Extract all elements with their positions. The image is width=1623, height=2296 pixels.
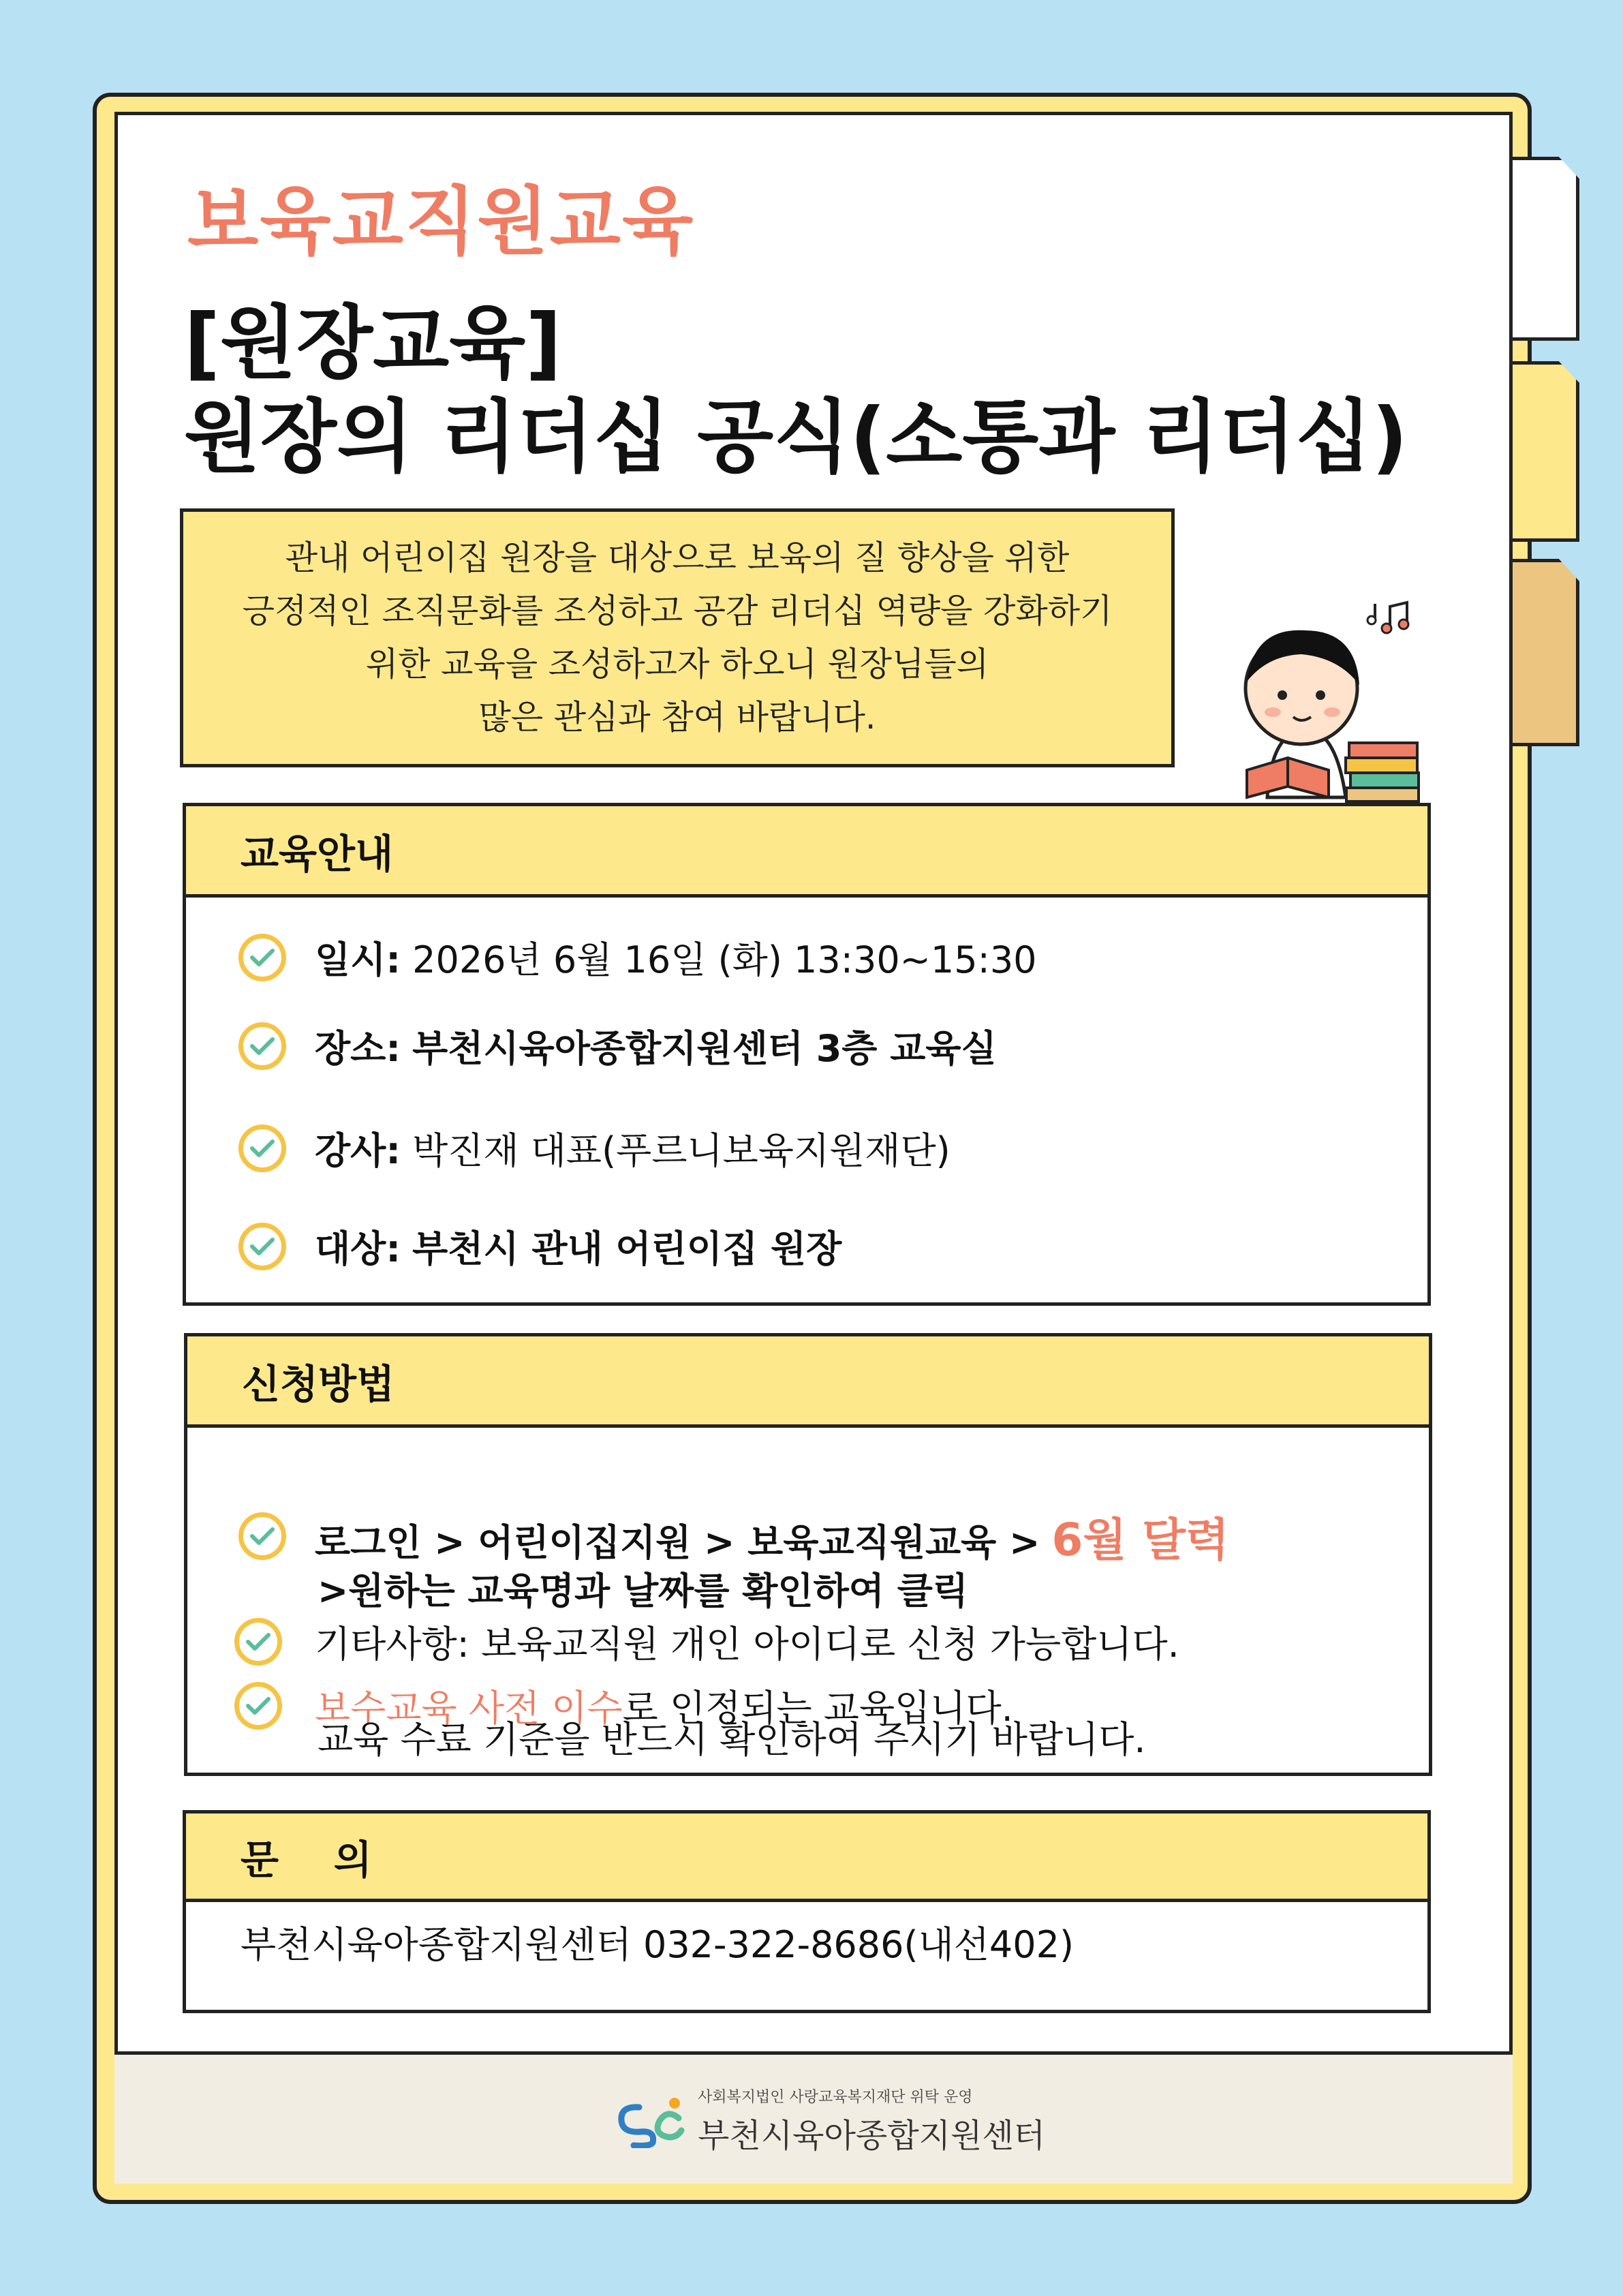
info-label: 일시:: [315, 938, 401, 981]
folder-tab-tan: [1506, 559, 1579, 746]
check-circle-icon: [238, 1022, 286, 1070]
notice-line2: 교육 수료 기준을 반드시 확인하여 주시기 바랍니다.: [318, 1718, 1146, 1761]
intro-line: 긍정적인 조직문화를 조성하고 공감 리더십 역량을 강화하기: [242, 592, 1113, 630]
notice-text: 로 인정되는 교육입니다.: [622, 1687, 1013, 1730]
inquiry-heading: 문 의: [186, 1813, 1427, 1902]
intro-line: 많은 관심과 참여 바랍니다.: [478, 698, 876, 737]
application-etc-row: [234, 1615, 1179, 1668]
footer-operator: 사회복지법인 사랑교육복지재단 위탁 운영: [698, 2089, 973, 2106]
intro-box: [180, 508, 1175, 767]
inquiry-box: [183, 1810, 1431, 2013]
application-etc: 기타사항: 보육교직원 개인 아이디로 신청 가능합니다.: [315, 1623, 1179, 1666]
info-label: 강사:: [315, 1129, 401, 1172]
child-reading-illustration: [1220, 600, 1444, 804]
application-heading: 신청방법: [187, 1336, 1429, 1428]
folder-tab-yellow: [1506, 361, 1579, 542]
intro-line: 위한 교육을 조성하고자 하오니 원장님들의: [365, 645, 989, 684]
info-value: 박진재 대표(푸르니보육지원재단): [412, 1129, 950, 1172]
check-circle-icon: [238, 1124, 286, 1172]
page-title-line1: [원장교육]: [184, 297, 562, 389]
application-step-row: [238, 1503, 1229, 1568]
footer-org-name: 부천시육아종합지원센터: [698, 2117, 1046, 2155]
info-row-date: [238, 931, 1037, 983]
notice-highlight: 보수교육 사전 이수: [315, 1687, 623, 1730]
check-circle-icon: [238, 1223, 286, 1270]
category-title: 보육교직원교육: [187, 179, 695, 264]
center-logo-icon: [613, 2094, 688, 2148]
education-info-heading: 교육안내: [186, 806, 1427, 898]
application-step: 로그인 > 어린이집지원 > 보육교직원교육 >: [315, 1521, 1040, 1564]
check-circle-icon: [238, 1512, 286, 1560]
info-row-lecturer: [238, 1122, 950, 1174]
info-row-target: [238, 1220, 841, 1272]
footer-logo: [613, 2085, 1045, 2156]
application-step-line2: >원하는 교육명과 날짜를 확인하여 클릭: [318, 1570, 969, 1612]
check-circle-icon: [238, 934, 286, 981]
check-circle-icon: [234, 1682, 282, 1730]
info-value: 부천시 관내 어린이집 원장: [412, 1227, 842, 1270]
intro-line: 관내 어린이집 원장을 대상으로 보육의 질 향상을 위한: [285, 538, 1070, 577]
info-row-place: [238, 1020, 997, 1072]
inquiry-contact: 부천시육아종합지원센터 032-322-8686(내선402): [241, 1923, 1075, 1966]
page-title-line2: 원장의 리더십 공식(소통과 리더십): [184, 391, 1408, 483]
info-value: 부천시육아종합지원센터 3층 교육실: [412, 1027, 997, 1070]
folder-tab-white: [1506, 157, 1579, 341]
info-label: 장소:: [315, 1027, 401, 1070]
application-month-highlight: 6월 달력: [1051, 1514, 1229, 1566]
info-label: 대상:: [315, 1227, 401, 1270]
check-circle-icon: [234, 1618, 282, 1666]
info-value: 2026년 6월 16일 (화) 13:30~15:30: [412, 938, 1037, 981]
